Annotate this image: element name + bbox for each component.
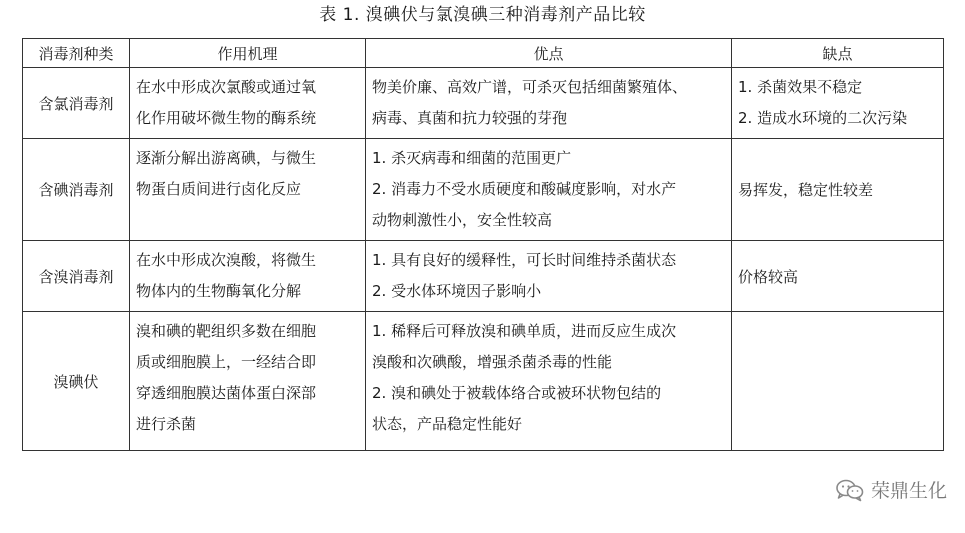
disadvantages-line: 价格较高: [738, 267, 799, 286]
disadvantages-line: 2. 造成水环境的二次污染: [738, 109, 908, 127]
advantages-line: 物美价廉、高效广谱，可杀灭包括细菌繁殖体、: [372, 78, 688, 96]
cell-mechanism: [130, 241, 366, 312]
wechat-icon: [835, 478, 865, 502]
mechanism-line: 物蛋白质间进行卤化反应: [136, 180, 302, 198]
cell-mechanism: [130, 68, 366, 139]
watermark-text: 荣鼎生化: [871, 480, 948, 502]
cell-type: 含碘消毒剂: [23, 139, 130, 241]
cell-type: 含氯消毒剂: [23, 68, 130, 139]
advantages-line: 状态，产品稳定性能好: [372, 415, 523, 433]
column-header-disadvantages: 缺点: [732, 39, 944, 68]
table-row: [23, 312, 944, 451]
mechanism-line: 在水中形成次氯酸或通过氧: [136, 78, 317, 96]
advantages-line: 1. 稀释后可释放溴和碘单质，进而反应生成次: [372, 322, 677, 340]
table-row: [23, 139, 944, 241]
table-row: [23, 68, 944, 139]
cell-advantages: [366, 312, 732, 451]
cell-mechanism: [130, 312, 366, 451]
disadvantages-line: 1. 杀菌效果不稳定: [738, 78, 863, 96]
mechanism-line: 逐渐分解出游离碘，与微生: [136, 149, 317, 167]
cell-advantages: [366, 68, 732, 139]
column-header-advantages: 优点: [366, 39, 732, 68]
header-row: [23, 39, 944, 68]
advantages-line: 动物刺激性小，安全性较高: [372, 211, 553, 229]
advantages-line: 1. 具有良好的缓释性，可长时间维持杀菌状态: [372, 251, 677, 269]
cell-disadvantages: [732, 312, 944, 451]
cell-disadvantages: [732, 68, 944, 139]
watermark: [835, 476, 947, 503]
mechanism-line: 穿透细胞膜达菌体蛋白深部: [136, 384, 317, 402]
column-header-mechanism: 作用机理: [130, 39, 366, 68]
mechanism-line: 化作用破坏微生物的酶系统: [136, 109, 317, 127]
table-caption: 表 1. 溴碘伏与氯溴碘三种消毒剂产品比较: [319, 5, 646, 25]
advantages-line: 2. 消毒力不受水质硬度和酸碱度影响，对水产: [372, 180, 677, 198]
disadvantages-line: 易挥发，稳定性较差: [738, 181, 874, 199]
mechanism-line: 物体内的生物酶氧化分解: [136, 282, 302, 300]
comparison-table: [22, 38, 944, 451]
table-row: [23, 241, 944, 312]
advantages-line: 2. 溴和碘处于被载体络合或被环状物包结的: [372, 384, 662, 402]
advantages-line: 溴酸和次碘酸，增强杀菌杀毒的性能: [372, 353, 613, 371]
mechanism-line: 质或细胞膜上，一经结合即: [136, 353, 317, 371]
column-header-type: 消毒剂种类: [23, 39, 130, 68]
advantages-line: 1. 杀灭病毒和细菌的范围更广: [372, 149, 572, 167]
mechanism-line: 在水中形成次溴酸，将微生: [136, 251, 317, 269]
cell-disadvantages: [732, 241, 944, 312]
cell-advantages: [366, 241, 732, 312]
cell-type: 含溴消毒剂: [23, 241, 130, 312]
cell-advantages: [366, 139, 732, 241]
advantages-line: 病毒、真菌和抗力较强的芽孢: [372, 109, 568, 127]
cell-type: 溴碘伏: [23, 312, 130, 451]
cell-mechanism: [130, 139, 366, 241]
cell-disadvantages: [732, 139, 944, 241]
advantages-line: 2. 受水体环境因子影响小: [372, 282, 542, 300]
mechanism-line: 进行杀菌: [136, 415, 197, 433]
mechanism-line: 溴和碘的靶组织多数在细胞: [136, 322, 317, 340]
